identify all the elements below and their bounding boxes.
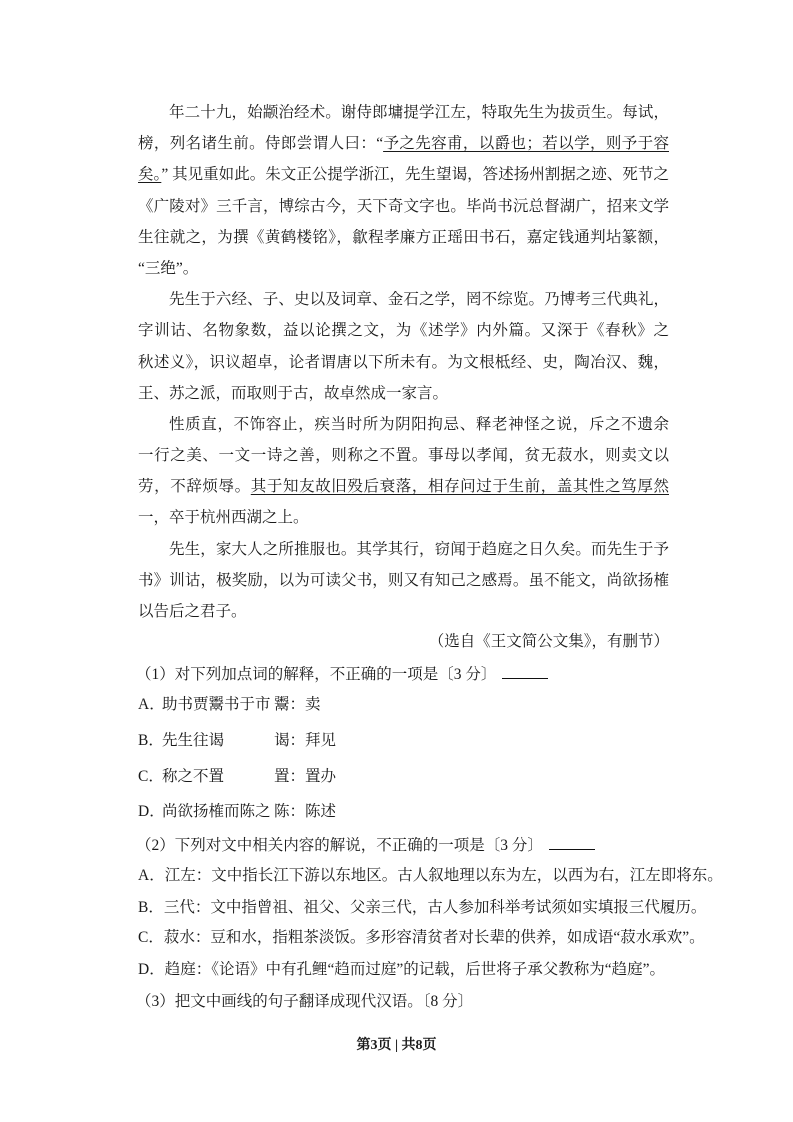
- option-gloss: 置：置办: [274, 768, 337, 785]
- option-gloss: 鬻：卖: [274, 696, 321, 713]
- passage-line: [138, 222, 669, 253]
- underlined-sentence: 予之先容甫，以爵也；若以学，则予于容: [383, 135, 669, 153]
- passage-line: [138, 128, 669, 159]
- question-2: [136, 831, 595, 861]
- option-letter: B．: [138, 899, 164, 916]
- passage-line: [138, 440, 669, 471]
- answer-blank[interactable]: [549, 835, 595, 850]
- text-segment: 以告后之君子。: [138, 603, 247, 620]
- text-segment: 先生于六经、子、史以及词章、金石之学，罔不综览。乃博考三代典礼，: [169, 291, 669, 309]
- passage-line: [138, 534, 669, 565]
- option-b[interactable]: [138, 893, 706, 923]
- text-segment: 王、苏之派，而取则于古，故卓然成一家言。: [138, 384, 449, 402]
- option-letter: B．: [138, 732, 164, 749]
- option-stem: 助书贾鬻书于市: [162, 696, 271, 713]
- text-segment: 年二十九，始颛治经术。谢侍郎墉提学江左，特取先生为拔贡生。每试，: [169, 104, 669, 121]
- question-1: [136, 660, 548, 690]
- option-d[interactable]: [138, 955, 665, 985]
- option-d[interactable]: [138, 797, 336, 827]
- text-segment: ” 其见重如此。朱文正公提学浙江，先生望谒，答述扬州割据之迹、死节之: [161, 166, 669, 184]
- passage-line: [138, 315, 669, 346]
- text-segment: 先生，家大人之所推服也。其学其行，窃闻于趋庭之日久矣。而先生于予: [169, 540, 669, 558]
- page-footer: 第3页 | 共8页: [356, 1038, 437, 1053]
- text-segment: 一行之美、一文一诗之善，则称之不置。事母以孝闻，贫无菽水，则卖文以: [138, 447, 669, 465]
- text-segment: 字训诂、名物象数，益以论撰之文，为《述学》内外篇。又深于《春秋》之: [138, 322, 669, 340]
- option-text: 三代：文中指曾祖、祖父、父亲三代，古人参加科举考试须如实填报三代履历。: [163, 899, 707, 916]
- text-segment: 劳，不辞烦辱。: [138, 478, 251, 496]
- option-text: 菽水：豆和水，指粗茶淡饭。多形容清贫者对长辈的供养，如成语“菽水承欢”。: [163, 929, 705, 946]
- passage-line: [138, 596, 669, 627]
- question-2-prompt: （2）下列对文中相关内容的解说，不正确的一项是〔3 分〕: [136, 837, 543, 854]
- question-3: [136, 987, 473, 1017]
- option-stem: 尚欲扬榷而陈之: [162, 803, 271, 820]
- passage-line: [138, 378, 669, 409]
- passage-line: [138, 159, 669, 190]
- option-text: 江左：文中指长江下游以东地区。古人叙地理以东为左，以西为右，江左即将东。: [164, 867, 723, 884]
- text-segment: 生往就之，为撰《黄鹤楼铭》，歙程孝廉方正瑶田书石，嘉定钱通判坫篆额，: [138, 228, 669, 246]
- option-letter: D．: [138, 961, 165, 978]
- passage-line: [138, 97, 669, 128]
- option-a[interactable]: [138, 861, 723, 891]
- option-b[interactable]: [138, 726, 336, 756]
- passage-line: [138, 471, 669, 502]
- option-gloss: 谒：拜见: [274, 732, 337, 749]
- option-stem: 先生往谒: [162, 732, 225, 749]
- text-segment: 榜，列名诸生前。侍郎尝谓人曰：“: [138, 135, 384, 153]
- passage-line: [138, 565, 669, 596]
- option-letter: C．: [138, 929, 164, 946]
- answer-blank[interactable]: [502, 664, 548, 679]
- question-3-prompt: （3）把文中画线的句子翻译成现代汉语。〔8 分〕: [136, 993, 474, 1010]
- passage-line: [138, 191, 669, 222]
- option-letter: C．: [138, 768, 164, 785]
- option-c[interactable]: [138, 762, 336, 792]
- passage-line: [138, 284, 669, 315]
- option-stem: 称之不置: [162, 768, 225, 785]
- option-c[interactable]: [138, 923, 705, 953]
- option-letter: A．: [138, 867, 165, 884]
- option-a[interactable]: [138, 690, 321, 720]
- text-segment: 一，卒于杭州西湖之上。: [138, 509, 309, 527]
- option-gloss: 陈：陈述: [274, 803, 337, 820]
- option-text: 趋庭：《论语》中有孔鲤“趋而过庭”的记载，后世将子承父教称为“趋庭”。: [164, 961, 665, 978]
- passage: [138, 97, 669, 627]
- underlined-sentence: 矣。: [138, 166, 162, 184]
- option-letter: D．: [138, 803, 165, 820]
- question-1-prompt: （1）对下列加点词的解释，不正确的一项是〔3 分〕: [136, 666, 497, 683]
- passage-source: （选自《王文简公文集》，有删节）: [428, 633, 669, 650]
- text-segment: 秋述义》，识议超卓，论者谓唐以下所未有。为文根柢经、史，陶冶汉、魏，: [138, 353, 669, 371]
- text-segment: 书》训诂，极奖励，以为可读父书，则又有知己之感焉。虽不能文，尚欲扬榷: [138, 571, 669, 589]
- text-segment: “三绝”。: [138, 259, 199, 277]
- passage-line: [138, 502, 669, 533]
- text-segment: 性质直，不饰容止，疾当时所为阴阳拘忌、释老神怪之说，斥之不遗余: [169, 415, 669, 433]
- option-letter: A．: [138, 696, 165, 713]
- text-segment: 《广陵对》三千言，博综古今，天下奇文字也。毕尚书沅总督湖广，招来文学: [138, 197, 669, 215]
- passage-line: [138, 409, 669, 440]
- underlined-sentence: 其于知友故旧殁后衰落，相存问过于生前，盖其性之笃厚然: [250, 478, 669, 496]
- passage-line: [138, 253, 669, 284]
- passage-line: [138, 347, 669, 378]
